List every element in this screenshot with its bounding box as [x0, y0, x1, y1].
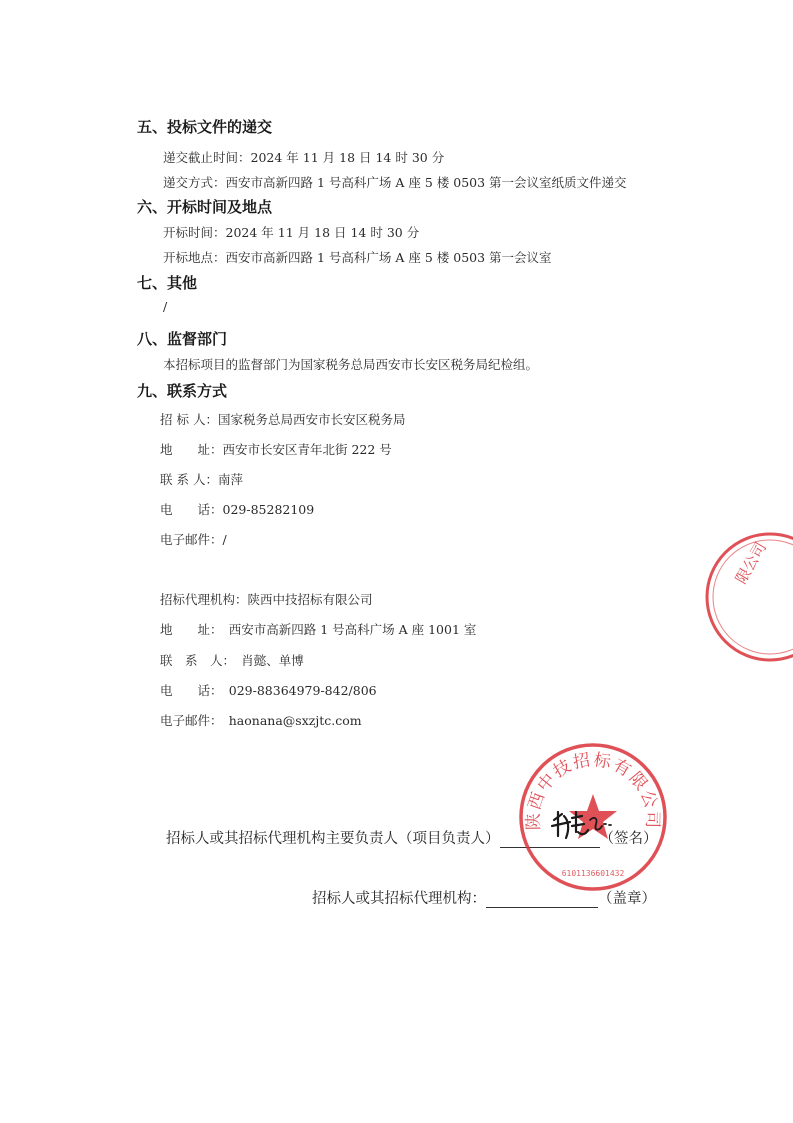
- agency-phone: 电 话： 029-88364979-842/806: [160, 683, 377, 698]
- tenderer-contact: 联 系 人：南萍: [160, 472, 243, 487]
- submission-deadline: 递交截止时间：2024 年 11 月 18 日 14 时 30 分: [163, 150, 445, 165]
- tenderer-address: 地 址：西安市长安区青年北街 222 号: [160, 442, 392, 457]
- seal-blank: [486, 891, 598, 908]
- seal-text: 陕西中技招标有限公司: [523, 750, 663, 831]
- supervision-content: 本招标项目的监督部门为国家税务总局西安市长安区税务局纪检组。: [163, 357, 539, 372]
- section-6-title: 六、开标时间及地点: [137, 198, 273, 216]
- submission-method: 递交方式：西安市高新四路 1 号高科广场 A 座 5 楼 0503 第一会议室纸质文件递交: [163, 175, 627, 190]
- side-stamp: [700, 525, 793, 670]
- agency-name: 招标代理机构：陕西中技招标有限公司: [160, 592, 373, 607]
- tenderer-name: 招 标 人：国家税务总局西安市长安区税务局: [160, 412, 406, 427]
- side-stamp-text: 限公司: [731, 539, 770, 587]
- other-content: /: [163, 299, 168, 314]
- opening-place: 开标地点：西安市高新四路 1 号高科广场 A 座 5 楼 0503 第一会议室: [163, 250, 552, 265]
- agency-email: 电子邮件： haonana@sxzjtc.com: [160, 713, 362, 728]
- section-9-title: 九、联系方式: [137, 382, 228, 400]
- agency-address: 地 址： 西安市高新四路 1 号高科广场 A 座 1001 室: [160, 622, 477, 637]
- seal-suffix: （盖章）: [598, 891, 656, 907]
- seal-number: 6101136601432: [561, 869, 625, 878]
- handwritten-signature: [548, 806, 618, 848]
- seal-line-label: 招标人或其招标代理机构：: [312, 891, 486, 907]
- section-8-title: 八、监督部门: [137, 330, 228, 348]
- tenderer-phone: 电 话：029-85282109: [160, 502, 315, 517]
- opening-time: 开标时间：2024 年 11 月 18 日 14 时 30 分: [163, 225, 420, 240]
- section-5-title: 五、投标文件的递交: [137, 118, 273, 136]
- tenderer-email: 电子邮件：/: [160, 532, 227, 547]
- agency-contact: 联 系 人： 肖懿、单博: [160, 653, 304, 668]
- sign-suffix: （签名）: [599, 831, 658, 847]
- sign-line-label: 招标人或其招标代理机构主要负责人（项目负责人）: [166, 831, 500, 847]
- section-7-title: 七、其他: [137, 274, 198, 292]
